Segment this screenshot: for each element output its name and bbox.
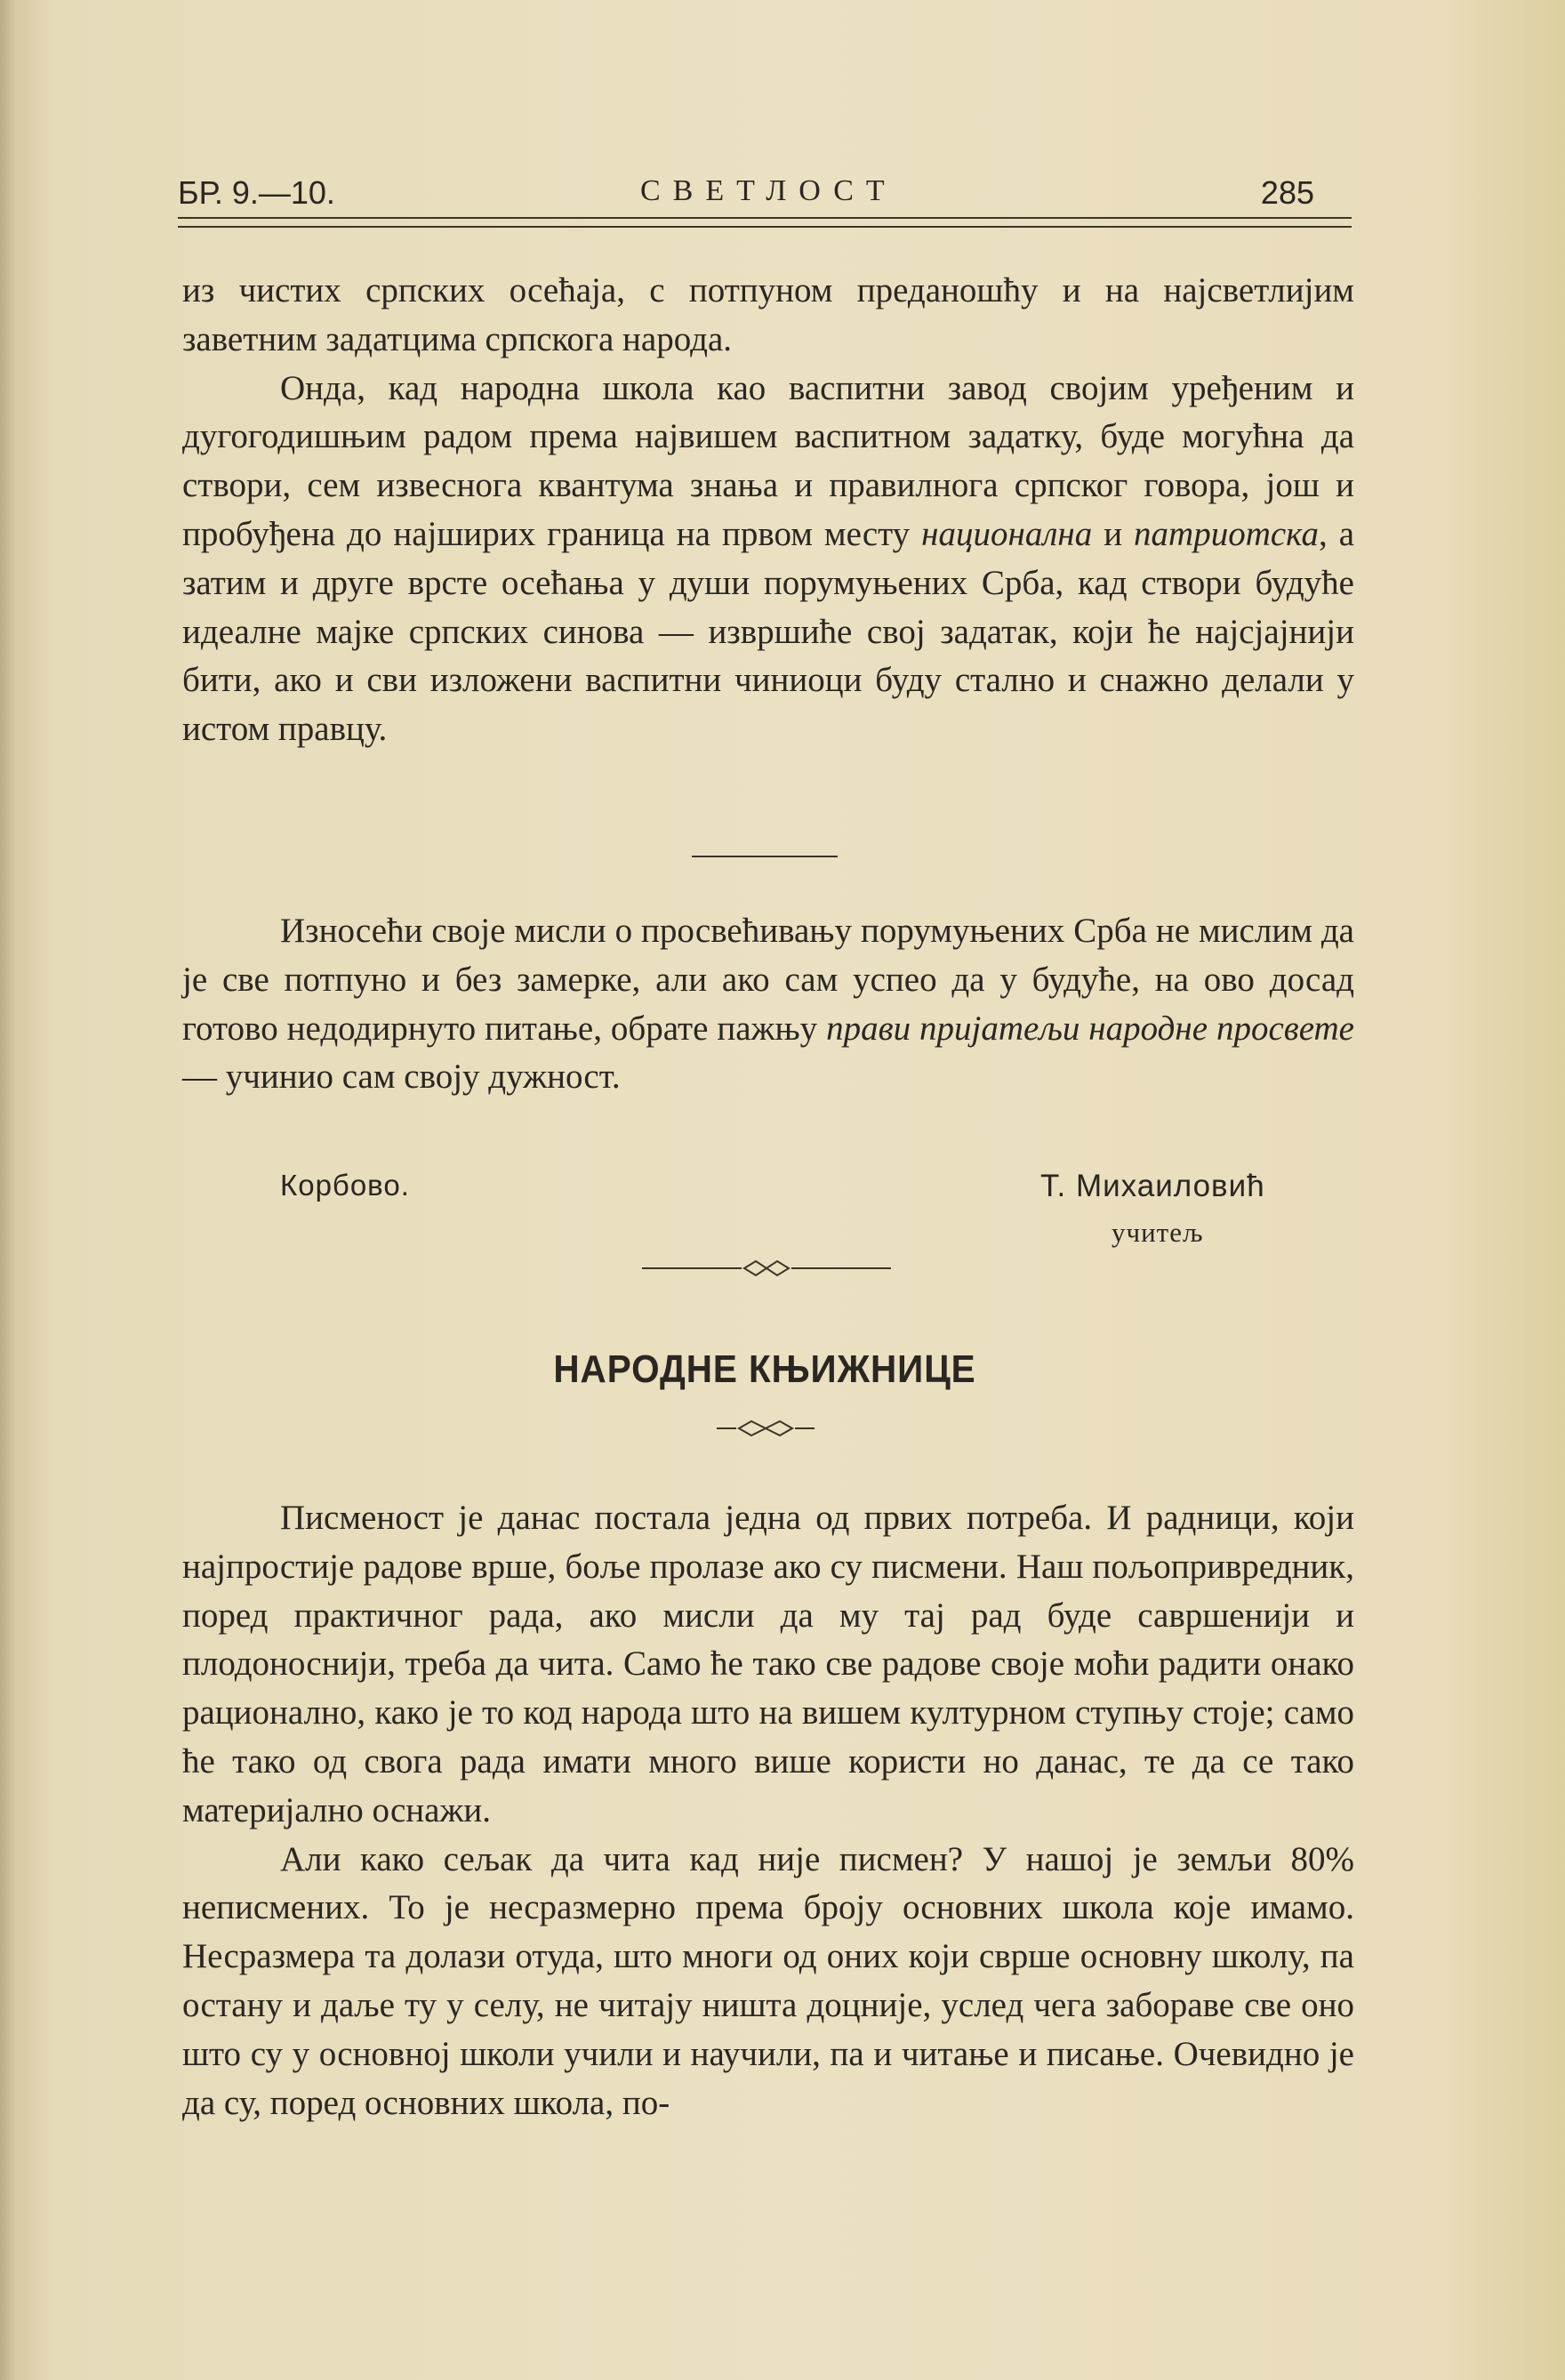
author-role: учитељ	[1112, 1217, 1204, 1248]
header-rule	[178, 217, 1352, 228]
text-run: Онда, кад народна школа као васпитни завод својим уређеним и дугогодишњим радом према највишем васпитном задатку, буде могућна да створи, сем извеснога квантума знања и правилнога српског говора, још и пробуђена до најширих граница на првом месту	[182, 368, 1354, 553]
text-run: — учинио сам своју дужност.	[182, 1057, 621, 1097]
issue-number: БР. 9.—10.	[178, 174, 335, 211]
author-name: Т. Михаиловић	[1040, 1169, 1265, 1203]
section-1	[182, 267, 1354, 754]
running-header	[178, 174, 1352, 219]
journal-title: СВЕТЛОСТ	[640, 174, 897, 207]
text-run: и	[1092, 514, 1135, 553]
ornament-divider	[717, 1411, 815, 1446]
text-run: Износећи своје мисли о просвећивању порумуњених Срба не мислим да је све потпуно и без замерке, али ако сам успео да у будуће, на ово досад готово недодирнуто питање, обрате пажњу	[182, 912, 1354, 1048]
section-2	[182, 907, 1354, 1102]
page-number: 285	[1260, 174, 1314, 211]
place-name: Корбово.	[280, 1169, 410, 1202]
paragraph: Писменост је данас постала једна од првих потреба. И радници, који најпростије радове врше, боље пролазе ако су писмени. Наш пољопривредник, поред практичног рада, ако мисли да му тај рад буде савршенији и плодоноснији, треба да чита. Само ће тако све радове своје моћи радити онако рационално, како је то код народа што на вишем културном ступњу стоје; само ће тако од свога рада имати много више користи но данас, те да се тако материјално оснажи.	[182, 1499, 1354, 1829]
emphasis: патриотска	[1134, 514, 1319, 553]
section-divider	[692, 856, 838, 857]
article-title: НАРОДНЕ КЊИЖНИЦЕ	[553, 1347, 976, 1391]
ornament-divider	[642, 1250, 891, 1286]
paragraph	[182, 365, 1354, 754]
article-body	[182, 1494, 1354, 2127]
emphasis: национална	[921, 514, 1093, 553]
emphasis: прави пријатељи народне просвете	[826, 1009, 1354, 1048]
text-run: , а затим и друге врсте осећања у души порумуњених Срба, кад створи будуће идеалне мајке српских синова — извршиће свој задатак, који ће најсјајнији бити, ако и сви изложени васпитни чиниоци буду стално и снажно делали у истом правцу.	[182, 514, 1355, 749]
paragraph: из чистих српских осећаја, с потпуном преданошћу и на најсветлијим заветним задатцима српскога народа.	[182, 271, 1354, 358]
paragraph: Али како сељак да чита кад није писмен? У нашој је земљи 80% неписмених. То је несразмерно према броју основних школа које имамо. Несразмера та долази отуда, што многи од оних који сврше основну школу, па остану и даље ту у селу, не читају ништа доцније, услед чега забораве све оно што су у основној школи учили и научили, па и читање и писање. Очевидно је да су, поред основних школа, по-	[182, 1839, 1354, 2122]
paragraph	[182, 907, 1354, 1102]
